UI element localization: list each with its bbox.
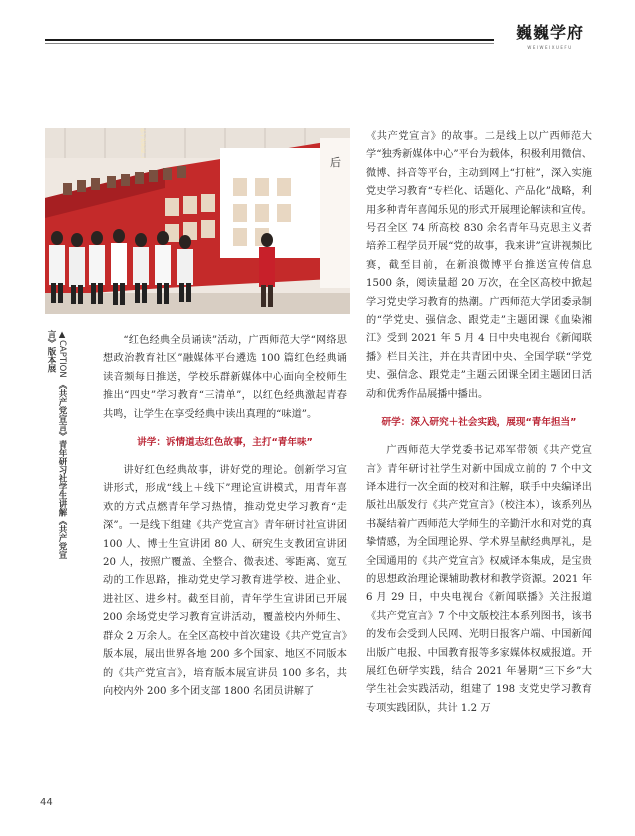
- exhibition-photo-icon: [45, 128, 350, 314]
- section-heading-yanxue: 研学：深入研究＋社会实践，展现“青年担当”: [381, 417, 577, 429]
- left-column: [103, 332, 347, 701]
- board-text-right: 后: [330, 156, 341, 169]
- section-title: 巍巍学府: [515, 23, 584, 42]
- section-heading-jiangxue: 讲学：诉情道志红色故事，主打“青年味”: [137, 437, 313, 449]
- page-number: 44: [40, 797, 53, 808]
- photo-caption: [45, 330, 65, 570]
- exhibition-photo: [45, 128, 350, 314]
- header-title-box: [494, 17, 606, 45]
- board-text: 广西师范大学: [141, 128, 147, 158]
- right-paragraph-1: 《共产党宣言》的故事。二是线上以广西师范大学“独秀新媒体中心”平台为载体，积极利用微信、微博、抖音等平台，主动到网上“打桩”，深入实施党史学习教育“专栏化、话题化、产品化”战略，利用多种青年喜闻乐见的形式开展理论解读和宣传。号召全区 74 所高校 830 余名青年马克思主义者培养工程学员开展“党的故事，我来讲”宣讲视频比赛，截至目前，在新浪微博平台推送宣传信息 1500 条，阅读量超 20 万次，在全区高校中掀起学习党史学习教育的热潮。广西师范大学团委录制的“学党史、强信念、跟党走”主题团课《血染湘江》受到 2021 年 5 月 4 日中央电视台《新闻联播》栏目关注，并在共青团中央、全国学联“学党史、强信念、跟党走”主题云团课全团主题团日活动和优秀作品展播中播出。: [366, 131, 592, 400]
- right-column: [366, 128, 592, 718]
- left-paragraph-2: 讲好红色经典故事，讲好党的理论。创新学习宣讲形式，形成“线上＋线下”理论宣讲模式，用青年喜欢的方式点燃青年学习热情，推动党史学习教育“走深”。一是线下组建《共产党宣言》青年研讨社宣讲团 100 人、博士生宣讲团 80 人、研究生支教团宣讲团 20 人，按照广覆盖、全整合、微表述、零距离、宽互动的工作思路，推动党史学习教育进学校、进企业、进社区、进乡村。截至目前，青年学生宣讲团已开展 200 余场党史学习教育宣讲活动，覆盖校内外师生、群众 2 万余人。在全区高校中首次建设《共产党宣言》版本展，展出世界各地 200 多个国家、地区不同版本的《共产党宣言》，培育版本展宣讲员 100 多名，共向校内外 200 多个团支部 1800 名团员讲解了: [103, 465, 347, 697]
- section-subtitle: WEIWEIXUEFU: [527, 45, 573, 50]
- right-paragraph-2: 广西师范大学党委书记邓军带领《共产党宣言》青年研讨社学生对新中国成立前的 7 个中文译本进行一次全面的校对和注解，联手中央编译出版社出版发行《共产党宣言》（校注本），该系列丛书凝结着广西师范大学师生的辛勤汗水和对党的真挚情感，为全国理论界、学术界呈献经典厚礼，是全国通用的《共产党宣言》权威译本集成，是宝贵的思想政治理论课辅助教材和教学资源。2021 年 6 月 29 日，中央电视台《新闻联播》关注报道《共产党宣言》7 个中文版校注本系列图书，该书的发布会受到人民网、光明日报客户端、中国新闻出版广电报、中国教育报等多家媒体权威报道。开展红色研学实践，结合 2021 年暑期“三下乡”大学生社会实践活动，组建了 198 支党史学习教育专项实践团队，共计 1.2 万: [366, 445, 592, 714]
- caption-title: 《共产党宣言》青年研习社学生讲解《共产党宣言》版本展: [46, 330, 67, 559]
- caption-label: ▲CAPTION: [57, 330, 67, 378]
- left-paragraph-1: “红色经典全员诵读”活动，广西师范大学“网络思想政治教育社区”融媒体平台遴选 100 篇红色经典诵读音频每日推送，学校乐群新媒体中心面向全校师生推出“四史”学习教育“三清单”，以红色经典激起青春共鸣，让学生在享受经典中读出真理的“味道”。: [103, 335, 347, 420]
